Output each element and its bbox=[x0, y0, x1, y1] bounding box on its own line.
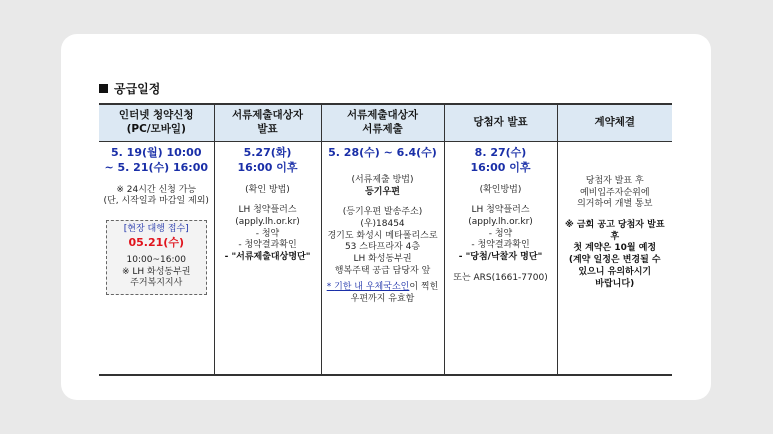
header-line: 서류제출대상자 bbox=[231, 109, 303, 122]
header-internet-application bbox=[99, 104, 214, 142]
contract-note: 의거하여 개별 통보 bbox=[577, 199, 653, 210]
square-bullet-icon bbox=[99, 84, 108, 93]
cell-document-submission bbox=[321, 142, 444, 376]
cell-internet-application bbox=[99, 142, 214, 376]
cell-winner-announcement bbox=[444, 142, 557, 376]
contract-note: 당첨자 발표 후 bbox=[585, 176, 644, 186]
contract-warning: 첫 계약은 10월 예정 bbox=[573, 243, 657, 254]
menu-step: - 청약 bbox=[488, 228, 513, 239]
section-title bbox=[99, 80, 160, 97]
header-line: 인터넷 청약신청 bbox=[118, 109, 194, 122]
lh-plus-label: LH 청약플러스 bbox=[471, 205, 530, 216]
postmark-note-2: 우편까지 유효함 bbox=[350, 294, 415, 305]
postal-code: (우)18454 bbox=[360, 218, 405, 229]
onsite-place-office: 주거복지지사 bbox=[130, 278, 183, 289]
winner-time: 16:00 이후 bbox=[470, 160, 531, 174]
contract-warning: (계약 일정은 변경될 수 bbox=[568, 255, 661, 266]
menu-step-list: - "서류제출대상명단" bbox=[224, 252, 311, 263]
header-contract bbox=[557, 104, 672, 142]
postmark-suffix: 이 찍힌 bbox=[409, 282, 439, 293]
target-announce-time: 16:00 이후 bbox=[237, 160, 298, 174]
header-document-target-announcement bbox=[214, 104, 321, 142]
lh-plus-url: (apply.lh.or.kr) bbox=[235, 217, 300, 228]
table-row bbox=[99, 142, 672, 376]
cell-document-target-announcement bbox=[214, 142, 321, 376]
header-winner-announcement bbox=[444, 104, 557, 142]
application-start-date: 5. 19(월) 10:00 bbox=[111, 146, 202, 159]
contract-warning: 바랍니다) bbox=[595, 278, 635, 289]
table-header-row bbox=[99, 104, 672, 142]
check-method-label: (확인방법) bbox=[479, 184, 522, 195]
section-title-text: 공급일정 bbox=[114, 82, 161, 96]
lh-plus-url: (apply.lh.or.kr) bbox=[468, 217, 533, 228]
application-end-date: ~ 5. 21(수) 16:00 bbox=[104, 160, 209, 174]
postmark-prefix: * bbox=[326, 282, 335, 293]
address-line: 53 스타프라자 4층 bbox=[344, 242, 421, 253]
winner-date: 8. 27(수) bbox=[474, 146, 527, 159]
ars-number: 또는 ARS(1661-7700) bbox=[453, 272, 548, 283]
header-line: 서류제출 bbox=[362, 123, 403, 135]
address-line: 경기도 화성시 메타폴리스로 bbox=[327, 230, 438, 241]
header-line: 발표 bbox=[257, 123, 278, 135]
menu-step: - 청약 bbox=[255, 228, 280, 239]
onsite-time: 10:00~16:00 bbox=[126, 255, 186, 266]
header-line: 서류제출대상자 bbox=[346, 109, 418, 122]
postmark-note-link bbox=[327, 282, 410, 292]
header-line: 당첨자 발표 bbox=[473, 116, 528, 129]
contract-warning: 있으니 유의하시기 bbox=[578, 266, 652, 277]
menu-step-list: - "당첨/낙찰자 명단" bbox=[458, 252, 543, 263]
postmark-link-text: 기한 내 우체국소인 bbox=[334, 282, 410, 293]
header-document-submission bbox=[321, 104, 444, 142]
address-line: 행복주택 공급 담당자 앞 bbox=[334, 265, 431, 276]
contract-warning: ※ 금회 공고 당첨자 발표 후 bbox=[564, 220, 665, 242]
onsite-date: 05.21(수) bbox=[128, 235, 184, 249]
submission-method-label: (서류제출 방법) bbox=[351, 174, 414, 185]
mail-address-label: (등기우편 발송주소) bbox=[342, 207, 423, 218]
note-24h: ※ 24시간 신청 가능 bbox=[116, 184, 197, 195]
contract-note: 예비입주자순위에 bbox=[579, 187, 650, 198]
submission-period: 5. 28(수) ~ 6.4(수) bbox=[328, 146, 437, 159]
lh-plus-label: LH 청약플러스 bbox=[238, 205, 297, 216]
supply-schedule-table bbox=[99, 103, 672, 376]
note-exception: (단, 시작일과 마감일 제외) bbox=[103, 196, 209, 207]
onsite-place: ※ LH 화성동부권 bbox=[121, 266, 191, 277]
registered-mail: 등기우편 bbox=[365, 186, 400, 197]
onsite-title: [현장 대행 접수] bbox=[123, 224, 189, 235]
header-line: 계약체결 bbox=[594, 116, 636, 129]
address-line: LH 화성동부권 bbox=[353, 253, 412, 264]
onsite-application-box bbox=[106, 220, 207, 295]
menu-step: - 청약결과확인 bbox=[238, 240, 297, 251]
postmark-note bbox=[324, 282, 442, 294]
header-line: (PC/모바일) bbox=[126, 123, 186, 135]
check-method-label: (확인 방법) bbox=[245, 184, 290, 195]
menu-step: - 청약결과확인 bbox=[471, 240, 530, 251]
target-announce-date: 5.27(화) bbox=[243, 146, 292, 159]
cell-contract bbox=[557, 142, 672, 376]
